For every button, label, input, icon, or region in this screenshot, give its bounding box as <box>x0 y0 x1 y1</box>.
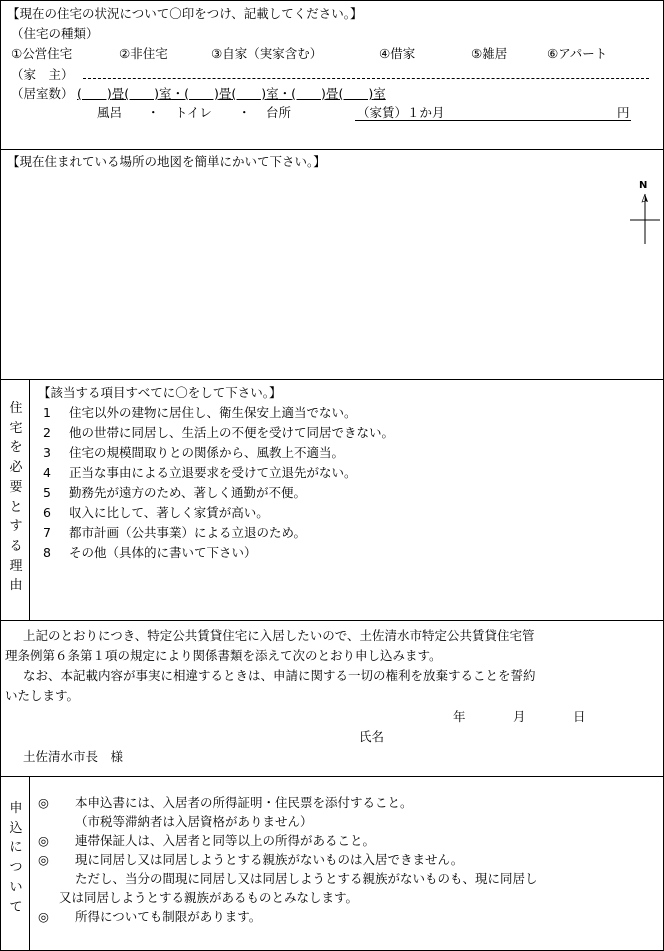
rooms-label: （居室数） <box>11 86 74 101</box>
rooms-count-5: ( ) <box>291 86 326 101</box>
rooms-count-4: ( ) <box>231 86 267 101</box>
rooms-sep-2: ・ <box>278 86 292 101</box>
facility-bath[interactable]: 風呂 <box>97 105 123 120</box>
reasons-heading: 【該当する項目すべてに〇をして下さい。】 <box>38 385 282 400</box>
note-3: 現に同居し又は同居しようとする親族がないものは入居できません。 <box>75 852 464 867</box>
reason-item-6[interactable]: 6 収入に比して、著しく家賃が高い。 <box>43 505 269 520</box>
rooms-jo-3: 畳 <box>325 86 339 101</box>
housing-type-option-2[interactable]: ②非住宅 <box>119 46 168 61</box>
housing-type-option-4[interactable]: ④借家 <box>379 46 416 61</box>
housing-heading: 【現在の住宅の状況について〇印をつけ、記載してください。】 <box>7 6 363 21</box>
applicant-name-field[interactable] <box>399 725 649 745</box>
map-section <box>1 150 663 380</box>
date-month[interactable]: 月 <box>513 709 526 724</box>
north-label: N <box>639 180 648 191</box>
note-2: 連帯保証人は、入居者と同等以上の所得があること。 <box>75 833 376 848</box>
reason-item-8[interactable]: 8 その他（具体的に書いて下さい） <box>43 545 257 560</box>
housing-type-label: （住宅の種類） <box>11 26 99 41</box>
declaration-line-1: 上記のとおりにつき、特定公共賃貸住宅に入居したいので、土佐清水市特定公共賃貸住宅管 <box>23 628 535 643</box>
housing-type-option-5[interactable]: ⑤雑居 <box>471 46 508 61</box>
reason-item-3[interactable]: 3 住宅の規模間取りとの関係から、風教上不適当。 <box>43 445 344 460</box>
note-1-sub: （市税等滞納者は入居資格がありません） <box>75 814 313 829</box>
reasons-vertical-label: 住 宅 を 必 要 と す る 理 由 <box>1 380 30 620</box>
declaration-line-4: いたします。 <box>5 688 80 703</box>
owner-label: （家 主） <box>11 67 74 82</box>
rooms-jo-2: 畳 <box>218 86 232 101</box>
facility-toilet[interactable]: トイレ <box>175 105 212 120</box>
notes-section <box>1 777 663 950</box>
reason-item-5[interactable]: 5 勤務先が遠方のため、著しく通勤が不便。 <box>43 485 306 500</box>
note-3-mark: ◎ <box>38 852 49 867</box>
reason-item-2[interactable]: 2 他の世帯に同居し、生活上の不便を受けて同居できない。 <box>43 425 394 440</box>
reason-item-4[interactable]: 4 正当な事由による立退要求を受けて立退先がない。 <box>43 465 357 480</box>
note-3-sub-2: 又は同居しようとする親族があるものとみなします。 <box>59 890 359 905</box>
map-heading: 【現在住まれている場所の地図を簡単にかいて下さい。】 <box>7 154 326 169</box>
declaration-line-2: 理条例第６条第１項の規定により関係書類を添えて次のとおり申し込みます。 <box>5 648 442 663</box>
map-drawing-area[interactable] <box>1 172 663 379</box>
owner-field[interactable] <box>83 78 649 79</box>
declaration-line-3: なお、本記載内容が事実に相違するときは、申請に関する一切の権利を放棄することを誓約 <box>23 668 536 683</box>
rooms-sep-1: ・ <box>171 86 185 101</box>
note-4: 所得についても制限があります。 <box>75 909 262 924</box>
north-arrow-icon <box>629 192 661 246</box>
rooms-shitsu-1: 室 <box>159 86 172 101</box>
rooms-count-6: ( ) <box>338 86 374 101</box>
facility-sep-1: ・ <box>147 105 160 120</box>
reason-item-7[interactable]: 7 都市計画（公共事業）による立退のため。 <box>43 525 306 540</box>
applicant-name-label: 氏名 <box>359 729 385 744</box>
rooms-count-2: ( ) <box>124 86 160 101</box>
note-4-mark: ◎ <box>38 909 49 924</box>
rooms-count-1: ( ) <box>77 86 112 101</box>
housing-type-option-6[interactable]: ⑥アパート <box>547 46 608 61</box>
rent-label: （家賃）１か月 <box>357 105 445 120</box>
rooms-shitsu-3: 室 <box>373 86 386 101</box>
addressee: 土佐清水市長 様 <box>23 749 124 764</box>
declaration-section <box>1 621 663 777</box>
rooms-field[interactable] <box>77 86 386 101</box>
note-3-sub-1: ただし、当分の間現に同居し又は同居しようとする親族がないものも、現に同居し <box>75 871 538 886</box>
facility-kitchen[interactable]: 台所 <box>266 105 292 120</box>
rent-field[interactable] <box>355 120 631 121</box>
housing-status-section <box>1 1 663 150</box>
note-1: 本申込書には、入居者の所得証明・住民票を添付すること。 <box>75 795 413 810</box>
rooms-count-3: ( ) <box>184 86 219 101</box>
notes-vertical-label: 申 込 に つ い て <box>1 777 30 950</box>
rooms-jo-1: 畳 <box>111 86 125 101</box>
reasons-section <box>1 380 663 621</box>
date-day[interactable]: 日 <box>573 709 586 724</box>
reason-item-1[interactable]: 1 住宅以外の建物に居住し、衛生保安上適当でない。 <box>43 405 357 420</box>
rent-unit: 円 <box>617 105 630 120</box>
facility-sep-2: ・ <box>238 105 251 120</box>
date-year[interactable]: 年 <box>453 709 466 724</box>
note-2-mark: ◎ <box>38 833 49 848</box>
housing-type-option-1[interactable]: ①公営住宅 <box>11 46 73 61</box>
rooms-shitsu-2: 室 <box>266 86 279 101</box>
note-1-mark: ◎ <box>38 795 49 810</box>
housing-type-option-3[interactable]: ③自家（実家含む） <box>211 46 323 61</box>
